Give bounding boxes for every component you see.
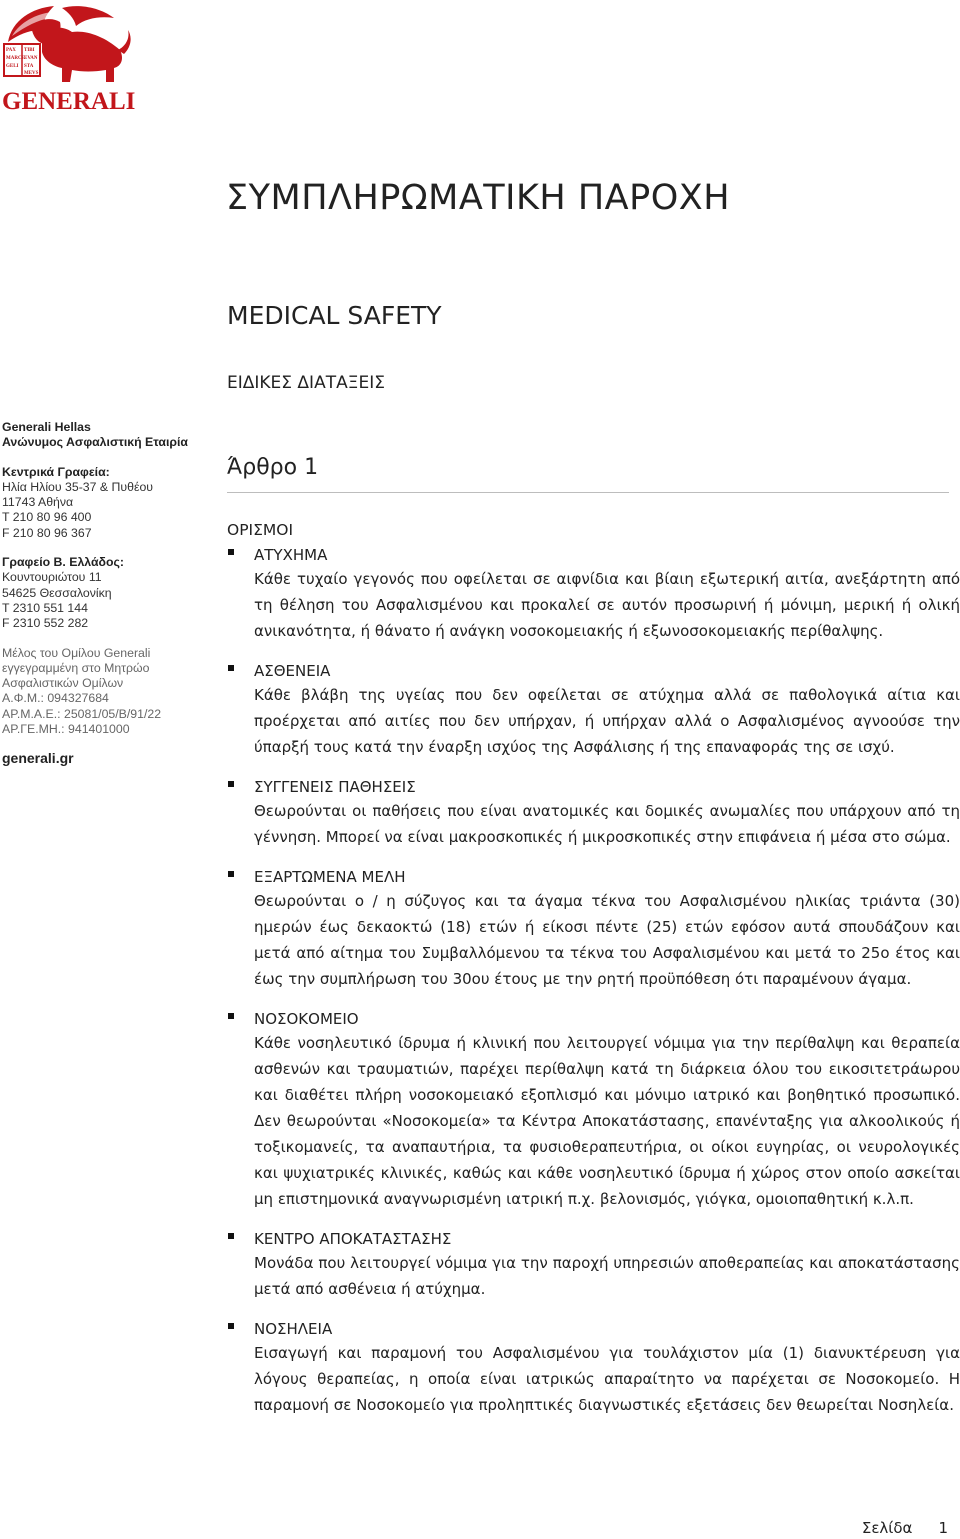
definition-term: ΑΣΘΕΝΕΙΑ: [254, 662, 331, 680]
book-text: STA: [24, 64, 34, 69]
registry-line: ΑΡ.Μ.Α.Ε.: 25081/05/Β/91/22: [2, 706, 162, 721]
definition-term: ΝΟΣΗΛΕΙΑ: [254, 1320, 333, 1338]
fax-line: F 2310 552 282: [2, 616, 89, 631]
book-text: TIBI: [24, 48, 35, 53]
company-name: Generali Hellas: [2, 420, 91, 434]
document-section: ΕΙΔΙΚΕΣ ΔΙΑΤΑΞΕΙΣ: [227, 373, 385, 393]
definitions-list: [227, 544, 960, 1434]
definition-item: [227, 1228, 960, 1302]
divider: [227, 492, 949, 493]
definition-item: [227, 1318, 960, 1418]
definition-text: Κάθε τυχαίο γεγονός που οφείλεται σε αιφνίδια και βίαιη εξωτερική αιτία, ανεξάρτητη από τη θέληση του Ασφαλισμένου και προκαλεί σε αυτόν προσωρινή ή μόνιμη, μερική ή ολική ανικανότητα, ή θάνατο ή ανάγκη νοσοκομειακής ή εξωνοσοκομειακής περίθαλψης.: [254, 570, 960, 640]
definition-term: ΣΥΓΓΕΝΕΙΣ ΠΑΘΗΣΕΙΣ: [254, 778, 416, 796]
definition-term: ΝΟΣΟΚΟΜΕΙΟ: [254, 1010, 359, 1028]
book-text: EVAN: [24, 56, 38, 61]
document-subtitle: MEDICAL SAFETY: [227, 301, 442, 330]
north-office-block: [2, 555, 207, 631]
square-bullet-icon: [228, 1233, 234, 1239]
fax-line: F 210 80 96 367: [2, 525, 92, 540]
square-bullet-icon: [228, 665, 234, 671]
phone-line: T 2310 551 144: [2, 600, 88, 615]
registry-line: Ασφαλιστικών Ομίλων: [2, 676, 124, 691]
definition-text: Μονάδα που λειτουργεί νόμιμα για την παροχή υπηρεσιών αποθεραπείας και αποκατάστασης μετά από ασθένεια ή ατύχημα.: [254, 1254, 960, 1298]
square-bullet-icon: [228, 871, 234, 877]
definition-item: [227, 866, 960, 992]
phone-line: T 210 80 96 400: [2, 510, 92, 525]
definition-item: [227, 660, 960, 760]
document-title: ΣΥΜΠΛΗΡΩΜΑΤΙΚΗ ΠΑΡΟΧΗ: [226, 178, 731, 218]
definition-item: [227, 544, 960, 644]
square-bullet-icon: [228, 1013, 234, 1019]
article-title: Άρθρο 1: [227, 455, 319, 480]
headquarters-heading: Κεντρικά Γραφεία:: [2, 464, 110, 479]
registry-line: Μέλος του Ομίλου Generali: [2, 645, 151, 660]
book-text: MEVS: [24, 71, 39, 76]
generali-logo: [2, 2, 134, 114]
definition-text: Θεωρούνται ο / η σύζυγος και τα άγαμα τέκνα του Ασφαλισμένου ηλικίας τριάντα (30) ημερών έως δεκαοκτώ (18) ετών ή είκοσι πέντε (25) ετών εφόσον αυτά σπουδάζουν και μετά από αίτημα του Συμβαλλόμενου τα τέκνα του Ασφαλισμένου και μετά το 25ο έτος και έως την συμπλήρωση του 30ου έτους με την ρητή προϋπόθεση ότι παραμένουν άγαμα.: [254, 892, 960, 988]
winged-lion-icon: [2, 2, 134, 90]
definition-text: Κάθε νοσηλευτικό ίδρυμα ή κλινική που λειτουργεί νόμιμα για την περίθαλψη και θεραπεία ασθενών και τραυματιών, παρέχει περίθαλψη κατά τη διάρκεια όλου του εικοσιτετράωρου και διαθέτει πλήρη νοσοκομειακό εξοπλισμό και μόνιμο ιατρικό και βοηθητικό προσωπικό. Δεν θεωρούνται «Νοσοκομεία» τα Κέντρα Αποκατάστασης, επανένταξης για αλκοολικούς ή τοξικομανείς, τα αναπαυτήρια, τα φυσιοθεραπευτήρια, οι οίκοι ευγηρίας, οι νευρολογικές και ψυχιατρικές κλινικές, καθώς και κάθε νοσηλευτικό ίδρυμα ή χώρος στον οποίο ασκείται μη επιστημονικά αναγνωρισμένη ιατρική π.χ. βελονισμός, γιόγκα, ομοιοπαθητική κ.λ.π.: [254, 1034, 960, 1208]
definitions-title: ΟΡΙΣΜΟΙ: [227, 521, 294, 539]
definition-text: Κάθε βλάβη της υγείας που δεν οφείλεται σε ατύχημα αλλά σε παθολογικά αίτια και προέρχεται από αιτίες που δεν υπήρχαν, ή υπήρχαν αλλά ο Ασφαλισμένος αγνοούσε την ύπαρξή τους κατά την έναρξη ισχύος της Ασφάλισης ή της επαναφοράς της σε ισχύ.: [254, 686, 960, 756]
square-bullet-icon: [228, 1323, 234, 1329]
company-type: Ανώνυμος Ασφαλιστική Εταιρία: [2, 435, 188, 450]
website-link[interactable]: generali.gr: [2, 750, 74, 767]
definition-term: ΚΕΝΤΡΟ ΑΠΟΚΑΤΑΣΤΑΣΗΣ: [254, 1230, 452, 1248]
page-number: 1: [938, 1519, 948, 1537]
definition-text: Θεωρούνται οι παθήσεις που είναι ανατομικές και δομικές ανωμαλίες που υπάρχουν από τη γέννηση. Μπορεί να είναι μακροσκοπικές ή μικροσκοπικές στην επιφάνεια ή μέσα στο σώμα.: [254, 802, 960, 846]
address-line: 11743 Αθήνα: [2, 495, 74, 510]
definition-item: [227, 1008, 960, 1212]
address-line: Κουντουριώτου 11: [2, 570, 102, 585]
address-line: 54625 Θεσσαλονίκη: [2, 585, 112, 600]
definition-term: ΑΤΥΧΗΜΑ: [254, 546, 328, 564]
registry-line: ΑΡ.ΓΕ.ΜΗ.: 941401000: [2, 722, 130, 737]
book-text: GELI: [6, 64, 19, 69]
definition-text: Εισαγωγή και παραμονή του Ασφαλισμένου για τουλάχιστον μία (1) διανυκτέρευση για λόγους θεραπείας, η οποία είναι ιατρικώς απαραίτητο να παρέχεται σε Νοσοκομείο. Η παραμονή σε Νοσοκομείο για προληπτικές διαγνωστικές εξετάσεις δεν θεωρείται Νοσηλεία.: [254, 1344, 960, 1414]
address-line: Ηλία Ηλίου 35-37 & Πυθέου: [2, 479, 154, 494]
page-label: Σελίδα: [861, 1519, 913, 1537]
north-office-heading: Γραφείο Β. Ελλάδος:: [2, 555, 124, 570]
registry-block: [2, 646, 207, 738]
brand-name: GENERALI: [2, 88, 136, 115]
company-name-block: [2, 420, 207, 451]
square-bullet-icon: [228, 549, 234, 555]
definition-item: [227, 776, 960, 850]
registry-line: Α.Φ.Μ.: 094327684: [2, 691, 109, 706]
book-text: PAX: [6, 48, 16, 53]
definition-term: ΕΞΑΡΤΩΜΕΝΑ ΜΕΛΗ: [254, 868, 406, 886]
headquarters-block: [2, 465, 207, 541]
company-info-sidebar: [2, 420, 207, 767]
square-bullet-icon: [228, 781, 234, 787]
page-footer: [862, 1519, 948, 1537]
book-text: MARCE: [6, 56, 25, 61]
registry-line: εγγεγραμμένη στο Μητρώο: [2, 660, 150, 675]
